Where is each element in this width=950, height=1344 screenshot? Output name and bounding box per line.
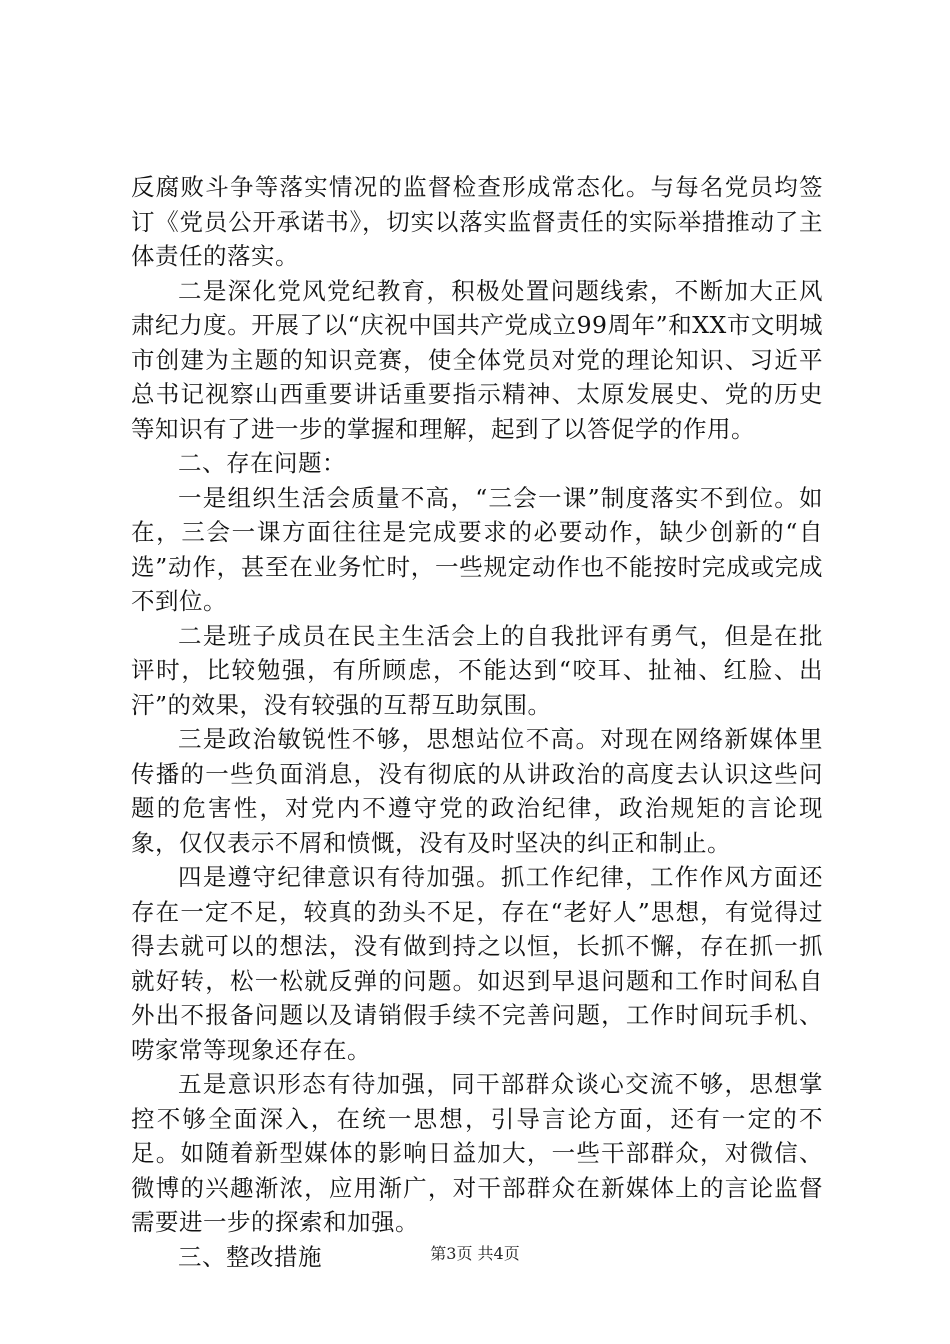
paragraph-problem-1: 一是组织生活会质量不高，“三会一课”制度落实不到位。如在，三会一课方面往往是完成要求的必要动作，缺少创新的“自选”动作，甚至在业务忙时，一些规定动作也不能按时完成或完成不到位。 [131, 483, 823, 615]
paragraph-continuation: 反腐败斗争等落实情况的监督检查形成常态化。与每名党员均签订《党员公开承诺书》，切实以落实监督责任的实际举措推动了主体责任的落实。 [131, 173, 823, 270]
document-body [131, 170, 823, 1274]
section-heading-problems: 二、存在问题： [178, 449, 346, 477]
section-heading-measures: 三、整改措施 [178, 1242, 322, 1271]
page-number-footer: 第3页 共4页 [430, 1244, 520, 1263]
paragraph-problem-4: 四是遵守纪律意识有待加强。抓工作纪律，工作作风方面还存在一定不足，较真的劲头不足，存在“老好人”思想，有觉得过得去就可以的想法，没有做到持之以恒，长抓不懈，存在抓一抓就好转，松一松就反弹的问题。如迟到早退问题和工作时间私自外出不报备问题以及请销假手续不完善问题，工作时间玩手机、唠家常等现象还存在。 [131, 863, 823, 1064]
paragraph-point-2-education: 二是深化党风党纪教育，积极处置问题线索，不断加大正风肃纪力度。开展了以“庆祝中国共产党成立99周年”和XX市文明城市创建为主题的知识竞赛，使全体党员对党的理论知识、习近平总书记视察山西重要讲话重要指示精神、太原发展史、党的历史等知识有了进一步的掌握和理解，起到了以答促学的作用。 [131, 276, 823, 443]
paragraph-problem-3: 三是政治敏锐性不够，思想站位不高。对现在网络新媒体里传播的一些负面消息，没有彻底的从讲政治的高度去认识这些问题的危害性，对党内不遵守党的政治纪律，政治规矩的言论现象，仅仅表示不屑和愤慨，没有及时坚决的纠正和制止。 [131, 725, 823, 857]
paragraph-problem-2: 二是班子成员在民主生活会上的自我批评有勇气，但是在批评时，比较勉强，有所顾虑，不能达到“咬耳、扯袖、红脸、出汗”的效果，没有较强的互帮互助氛围。 [131, 621, 823, 719]
paragraph-problem-5: 五是意识形态有待加强，同干部群众谈心交流不够，思想掌控不够全面深入，在统一思想，引导言论方面，还有一定的不足。如随着新型媒体的影响日益加大，一些干部群众，对微信、微博的兴趣渐浓，应用渐广，对干部群众在新媒体上的言论监督需要进一步的探索和加强。 [131, 1070, 823, 1236]
